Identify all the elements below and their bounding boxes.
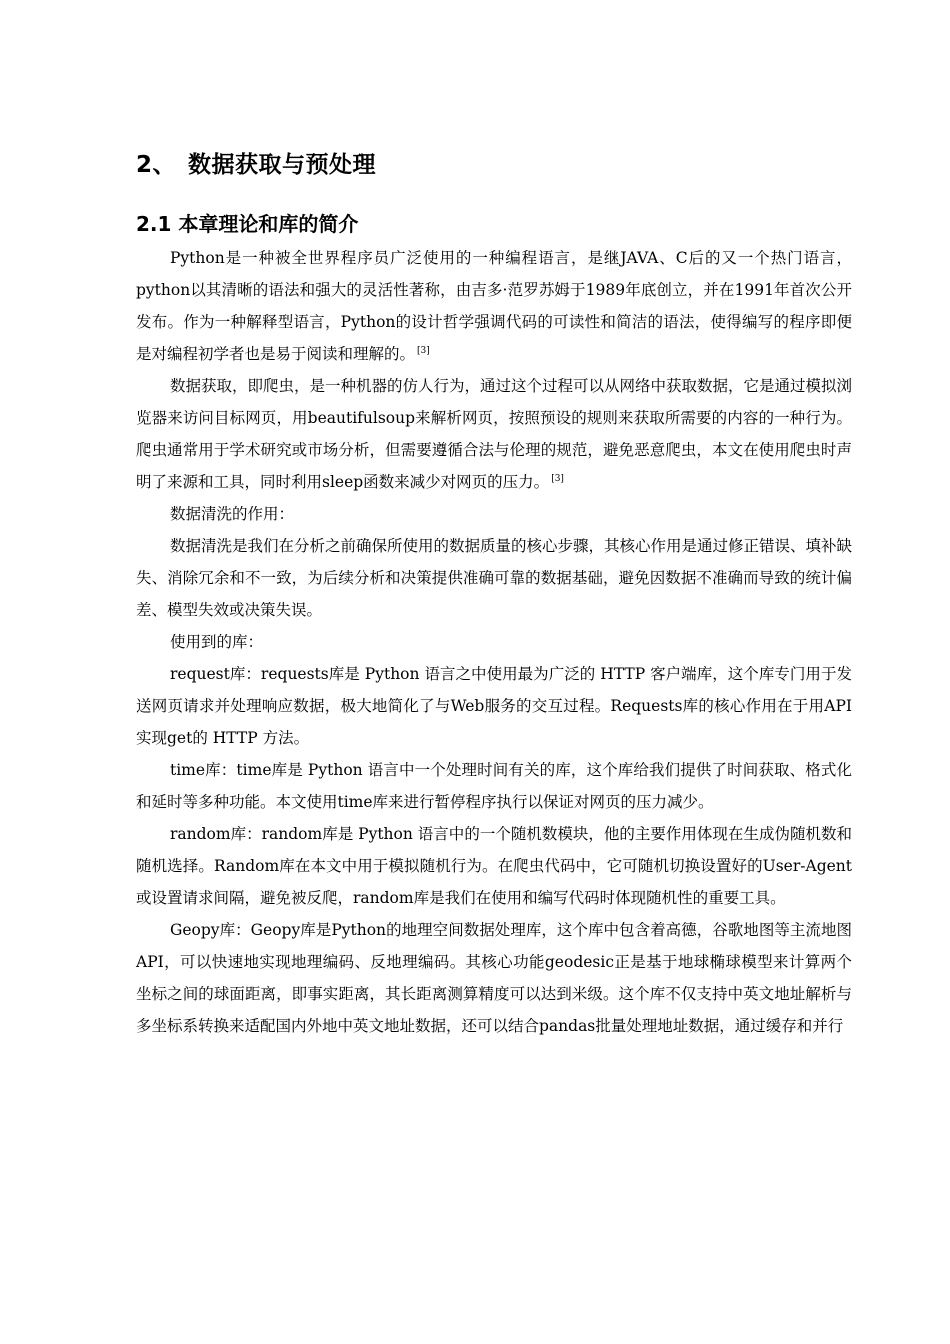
paragraph-random: random库：random库是 Python 语言中的一个随机数模块，他的主要作用体现在生成伪随机数和随机选择。Random库在本文中用于模拟随机行为。在爬虫代码中，它可随机切换设置好的User-Agent 或设置请求间隔，避免被反爬，random库是我们在使用和编写代码时体现随机性的重要工具。 — [136, 825, 852, 907]
paragraph-requests: request库：requests库是 Python 语言之中使用最为广泛的 HTTP 客户端库，这个库专门用于发送网页请求并处理响应数据，极大地简化了与Web服务的交互过程。Requests库的核心作用在于用API实现get的 HTTP 方法。 — [136, 665, 852, 747]
paragraph-geopy: Geopy库：Geopy库是Python的地理空间数据处理库，这个库中包含着高德，谷歌地图等主流地图API，可以快速地实现地理编码、反地理编码。其核心功能geodesic正是基于地球椭球模型来计算两个坐标之间的球面距离，即事实距离，其长距离测算精度可以达到米级。这个库不仅支持中英文地址解析与多坐标系转换来适配国内外地中英文地址数据，还可以结合pandas批量处理地址数据，通过缓存和并行 — [136, 921, 852, 1035]
citation: [3] — [551, 473, 564, 484]
paragraph-crawler: 数据获取，即爬虫，是一种机器的仿人行为，通过这个过程可以从网络中获取数据，它是通过模拟浏览器来访问目标网页，用beautifulsoup来解析网页，按照预设的规则来获取所需要的内容的一种行为。爬虫通常用于学术研究或市场分析，但需要遵循合法与伦理的规范，避免恶意爬虫，本文在使用爬虫时声明了来源和工具，同时利用sleep函数来减少对网页的压力。 [3] — [136, 377, 853, 491]
paragraph-libraries-label: 使用到的库： — [170, 633, 264, 651]
chapter-title: 数据获取与预处理 — [188, 152, 376, 178]
paragraph-time: time库：time库是 Python 语言中一个处理时间有关的库，这个库给我们提供了时间获取、格式化和延时等多种功能。本文使用time库来进行暂停程序执行以保证对网页的压力减少。 — [136, 761, 852, 811]
chapter-heading — [136, 148, 852, 182]
paragraph-cleaning: 数据清洗是我们在分析之前确保所使用的数据质量的核心步骤，其核心作用是通过修正错误、填补缺失、消除冗余和不一致，为后续分析和决策提供准确可靠的数据基础，避免因数据不准确而导致的统计偏差、模型失效或决策失误。 — [136, 537, 853, 619]
section-heading: 2.1 本章理论和库的简介 — [136, 212, 359, 236]
paragraph-python-intro: Python是一种被全世界程序员广泛使用的一种编程语言，是继JAVA、C后的又一个热门语言，python以其清晰的语法和强大的灵活性著称，由吉多·范罗苏姆于1989年底创立，并在1991年首次公开发布。作为一种解释型语言，Python的设计哲学强调代码的可读性和简洁的语法，使得编写的程序即便是对编程初学者也是易于阅读和理解的。 [3] — [136, 249, 852, 363]
chapter-number: 2、 — [136, 152, 177, 178]
paragraph-cleaning-label: 数据清洗的作用： — [170, 505, 295, 523]
citation: [3] — [417, 345, 430, 356]
page-content — [136, 148, 852, 1042]
